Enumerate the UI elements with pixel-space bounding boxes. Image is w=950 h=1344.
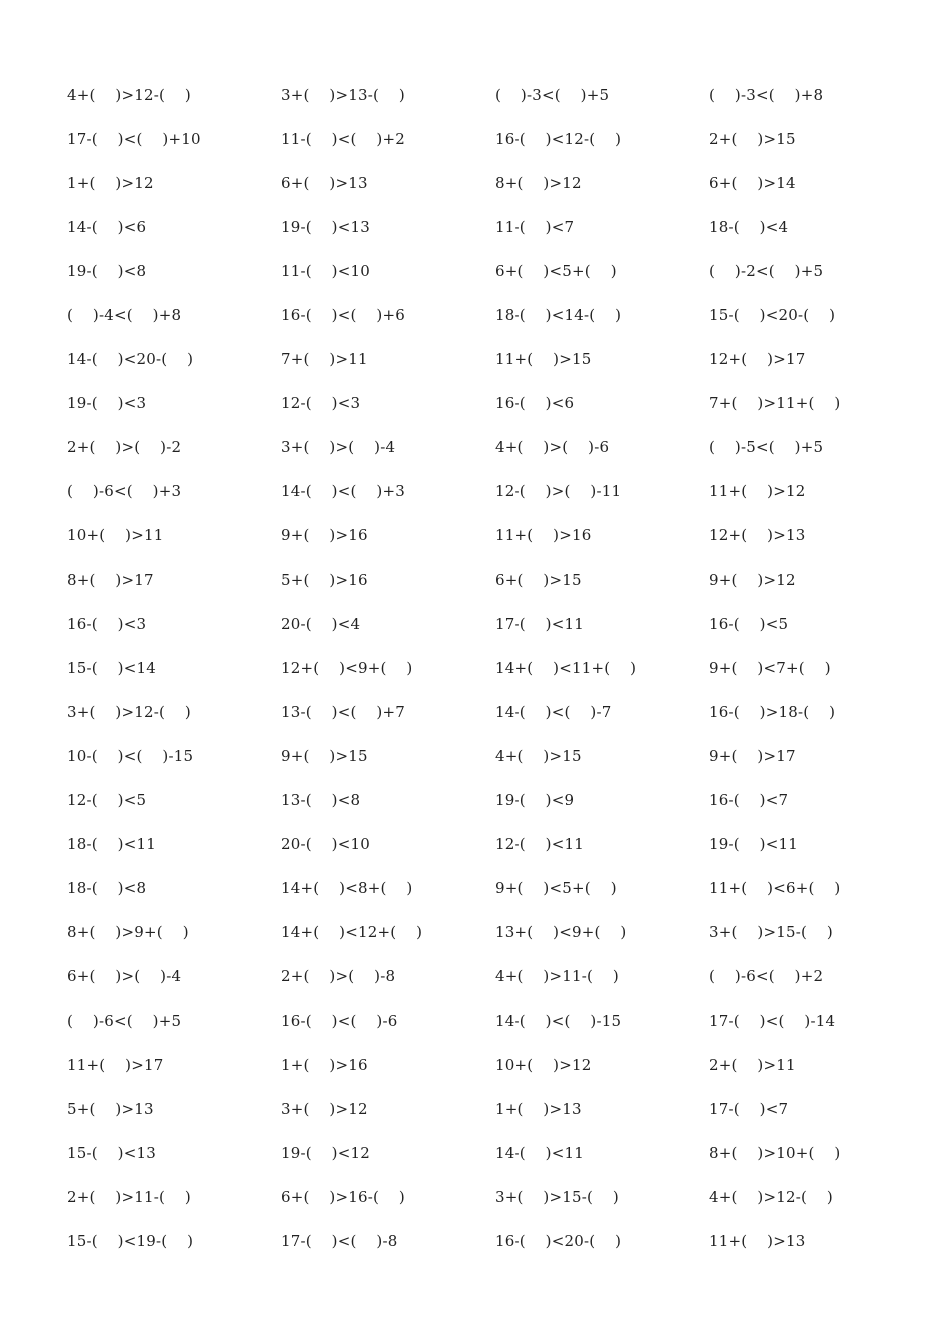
exercise-item: ( )-3<( )+8 (709, 85, 824, 104)
exercise-item: 12-( )<11 (495, 835, 584, 854)
worksheet (67, 73, 927, 1264)
exercise-item: 9+( )<5+( ) (495, 879, 617, 898)
exercise-item: ( )-3<( )+5 (495, 85, 610, 104)
exercise-item: 16-( )<( )-6 (281, 1011, 398, 1030)
exercise-item: 4+( )>12-( ) (67, 85, 191, 104)
exercise-item: 16-( )<3 (67, 614, 147, 633)
exercise-item: 4+( )>12-( ) (709, 1187, 833, 1206)
exercise-item: 3+( )>13-( ) (281, 85, 405, 104)
exercise-item: 1+( )>13 (495, 1099, 582, 1118)
exercise-item: 11+( )<6+( ) (709, 879, 841, 898)
worksheet-row (67, 558, 927, 602)
exercise-item: 9+( )>16 (281, 526, 368, 545)
exercise-item: 17-( )<( )-8 (281, 1231, 398, 1250)
exercise-item: 16-( )<7 (709, 791, 789, 810)
exercise-item: 2+( )>( )-2 (67, 438, 182, 457)
exercise-item: 14-( )<( )-7 (495, 702, 612, 721)
worksheet-row (67, 382, 927, 426)
exercise-item: 8+( )>17 (67, 570, 154, 589)
exercise-item: 17-( )<( )-14 (709, 1011, 836, 1030)
exercise-item: 4+( )>( )-6 (495, 438, 610, 457)
exercise-item: 19-( )<8 (67, 261, 147, 280)
exercise-item: 3+( )>15-( ) (495, 1187, 619, 1206)
exercise-item: 12-( )>( )-11 (495, 482, 622, 501)
exercise-item: 7+( )>11+( ) (709, 394, 841, 413)
exercise-item: 16-( )<5 (709, 614, 789, 633)
exercise-item: 15-( )<19-( ) (67, 1231, 194, 1250)
worksheet-row (67, 73, 927, 117)
exercise-item: 19-( )<3 (67, 394, 147, 413)
worksheet-row (67, 470, 927, 514)
exercise-item: 16-( )<12-( ) (495, 129, 622, 148)
exercise-item: 11-( )<7 (495, 217, 575, 236)
exercise-item: 16-( )<( )+6 (281, 306, 405, 325)
exercise-item: 17-( )<11 (495, 614, 584, 633)
exercise-item: 11+( )>12 (709, 482, 806, 501)
worksheet-row (67, 1043, 927, 1087)
worksheet-row (67, 161, 927, 205)
worksheet-row (67, 1131, 927, 1175)
exercise-item: 11+( )>15 (495, 350, 592, 369)
exercise-item: 17-( )<7 (709, 1099, 789, 1118)
exercise-item: 14-( )<( )+3 (281, 482, 405, 501)
exercise-item: 2+( )>15 (709, 129, 796, 148)
exercise-item: 8+( )>9+( ) (67, 923, 189, 942)
exercise-item: 2+( )>11 (709, 1055, 796, 1074)
exercise-item: 4+( )>15 (495, 746, 582, 765)
exercise-item: 3+( )>12 (281, 1099, 368, 1118)
exercise-item: 4+( )>11-( ) (495, 967, 619, 986)
exercise-item: 14-( )<( )-15 (495, 1011, 622, 1030)
worksheet-row (67, 867, 927, 911)
worksheet-row (67, 1219, 927, 1263)
worksheet-row (67, 1175, 927, 1219)
exercise-item: 9+( )>15 (281, 746, 368, 765)
exercise-item: 10+( )>12 (495, 1055, 592, 1074)
exercise-item: 12+( )>17 (709, 350, 806, 369)
exercise-item: 14-( )<6 (67, 217, 147, 236)
worksheet-row (67, 911, 927, 955)
exercise-item: 20-( )<10 (281, 835, 370, 854)
exercise-item: 19-( )<13 (281, 217, 370, 236)
exercise-item: 3+( )>( )-4 (281, 438, 396, 457)
exercise-item: 14+( )<12+( ) (281, 923, 423, 942)
exercise-item: 6+( )>15 (495, 570, 582, 589)
exercise-item: 13-( )<8 (281, 791, 361, 810)
exercise-item: 18-( )<11 (67, 835, 156, 854)
exercise-item: ( )-6<( )+5 (67, 1011, 182, 1030)
worksheet-row (67, 646, 927, 690)
worksheet-row (67, 338, 927, 382)
worksheet-row (67, 426, 927, 470)
exercise-item: 7+( )>11 (281, 350, 368, 369)
exercise-item: 13-( )<( )+7 (281, 702, 405, 721)
exercise-item: 19-( )<11 (709, 835, 798, 854)
exercise-item: 14-( )<11 (495, 1143, 584, 1162)
exercise-item: 9+( )<7+( ) (709, 658, 831, 677)
exercise-item: 14-( )<20-( ) (67, 350, 194, 369)
exercise-item: 12-( )<5 (67, 791, 147, 810)
exercise-item: 3+( )>12-( ) (67, 702, 191, 721)
exercise-item: 11-( )<( )+2 (281, 129, 405, 148)
exercise-item: 18-( )<8 (67, 879, 147, 898)
worksheet-row (67, 955, 927, 999)
exercise-item: 10+( )>11 (67, 526, 164, 545)
exercise-item: 18-( )<4 (709, 217, 789, 236)
worksheet-row (67, 999, 927, 1043)
exercise-item: 5+( )>16 (281, 570, 368, 589)
exercise-item: 16-( )<6 (495, 394, 575, 413)
exercise-item: 16-( )<20-( ) (495, 1231, 622, 1250)
exercise-item: 5+( )>13 (67, 1099, 154, 1118)
worksheet-row (67, 205, 927, 249)
exercise-item: 12+( )>13 (709, 526, 806, 545)
exercise-item: 2+( )>11-( ) (67, 1187, 191, 1206)
exercise-item: ( )-4<( )+8 (67, 306, 182, 325)
exercise-item: 8+( )>10+( ) (709, 1143, 841, 1162)
exercise-item: 11-( )<10 (281, 261, 370, 280)
exercise-item: 11+( )>17 (67, 1055, 164, 1074)
exercise-item: 17-( )<( )+10 (67, 129, 201, 148)
exercise-item: 6+( )>16-( ) (281, 1187, 405, 1206)
exercise-item: 3+( )>15-( ) (709, 923, 833, 942)
exercise-item: ( )-2<( )+5 (709, 261, 824, 280)
worksheet-row (67, 690, 927, 734)
exercise-item: 19-( )<9 (495, 791, 575, 810)
exercise-item: 6+( )>14 (709, 173, 796, 192)
worksheet-row (67, 293, 927, 337)
exercise-item: 6+( )>13 (281, 173, 368, 192)
worksheet-row (67, 249, 927, 293)
worksheet-row (67, 734, 927, 778)
exercise-item: 15-( )<13 (67, 1143, 156, 1162)
exercise-item: 10-( )<( )-15 (67, 746, 194, 765)
exercise-item: 19-( )<12 (281, 1143, 370, 1162)
exercise-item: 20-( )<4 (281, 614, 361, 633)
exercise-item: 16-( )>18-( ) (709, 702, 836, 721)
exercise-item: 12+( )<9+( ) (281, 658, 413, 677)
worksheet-row (67, 117, 927, 161)
exercise-item: 11+( )>13 (709, 1231, 806, 1250)
worksheet-row (67, 602, 927, 646)
exercise-item: ( )-6<( )+2 (709, 967, 824, 986)
exercise-item: 9+( )>12 (709, 570, 796, 589)
exercise-item: 15-( )<20-( ) (709, 306, 836, 325)
worksheet-row (67, 1087, 927, 1131)
exercise-item: 11+( )>16 (495, 526, 592, 545)
exercise-item: 2+( )>( )-8 (281, 967, 396, 986)
exercise-item: 1+( )>16 (281, 1055, 368, 1074)
exercise-item: 12-( )<3 (281, 394, 361, 413)
exercise-item: 15-( )<14 (67, 658, 156, 677)
worksheet-row (67, 779, 927, 823)
exercise-item: ( )-5<( )+5 (709, 438, 824, 457)
exercise-item: 13+( )<9+( ) (495, 923, 627, 942)
exercise-item: 14+( )<8+( ) (281, 879, 413, 898)
exercise-item: 9+( )>17 (709, 746, 796, 765)
exercise-item: 1+( )>12 (67, 173, 154, 192)
worksheet-row (67, 514, 927, 558)
worksheet-row (67, 823, 927, 867)
exercise-item: 6+( )>( )-4 (67, 967, 182, 986)
exercise-item: 18-( )<14-( ) (495, 306, 622, 325)
exercise-item: 6+( )<5+( ) (495, 261, 617, 280)
exercise-item: 8+( )>12 (495, 173, 582, 192)
exercise-item: ( )-6<( )+3 (67, 482, 182, 501)
exercise-item: 14+( )<11+( ) (495, 658, 637, 677)
